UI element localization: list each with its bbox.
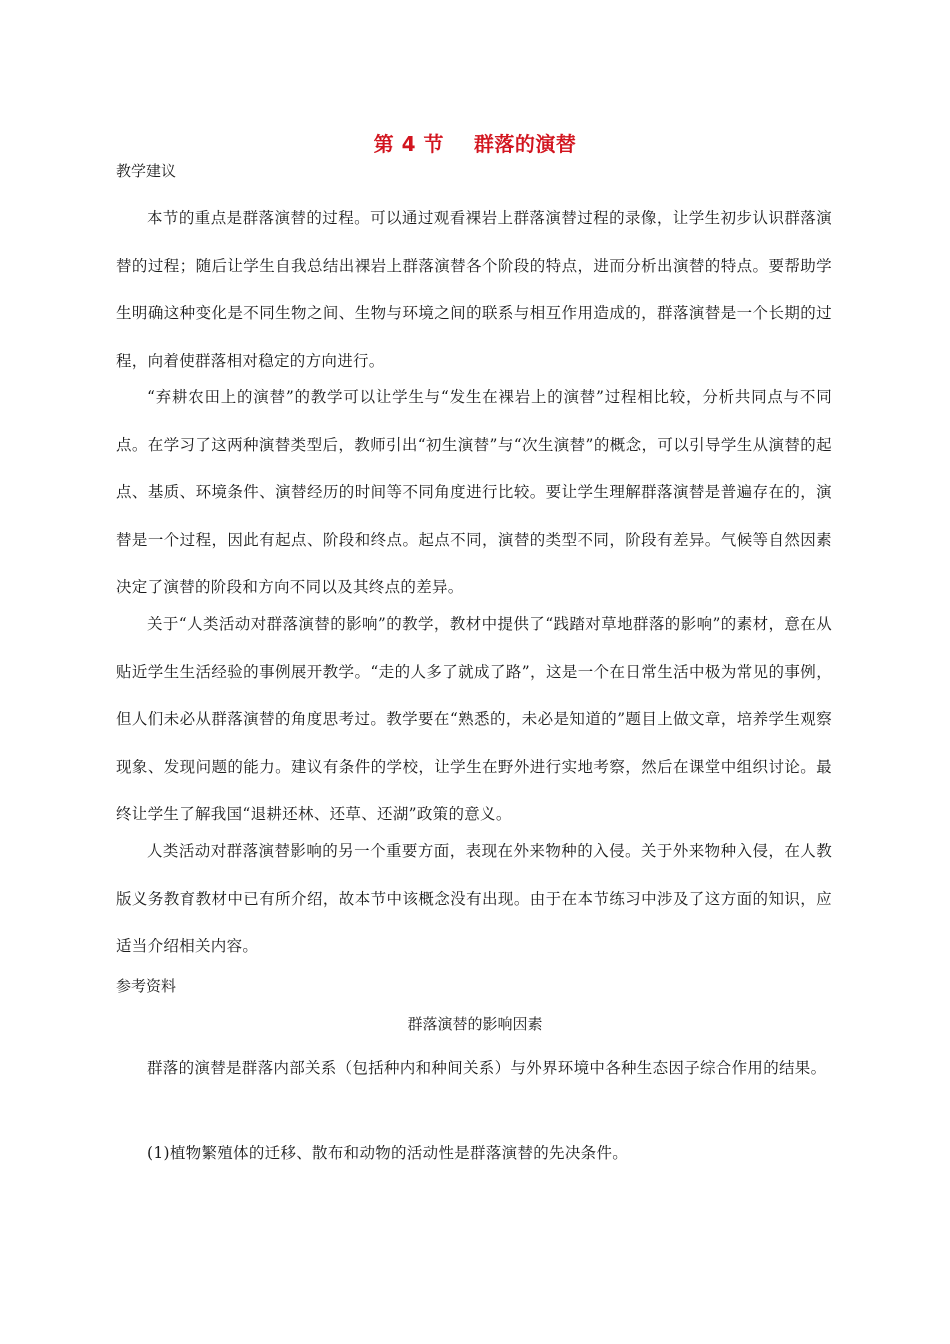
page-title: 第 4 节 群落的演替 xyxy=(373,132,577,156)
paragraph-2: “弃耕农田上的演替”的教学可以让学生与“发生在裸岩上的演替”过程相比较，分析共同点与不同点。在学习了这两种演替类型后，教师引出“初生演替”与“次生演替”的概念，可以引导学生从演替的起点、基质、环境条件、演替经历的时间等不同角度进行比较。要让学生理解群落演替是普遍存在的，演替是一个过程，因此有起点、阶段和终点。起点不同，演替的类型不同，阶段有差异。气候等自然因素决定了演替的阶段和方向不同以及其终点的差异。 xyxy=(116,388,832,597)
reference-paragraph-1: 群落的演替是群落内部关系（包括种内和种间关系）与外界环境中各种生态因子综合作用的结果。 xyxy=(147,1059,827,1077)
paragraph-4: 人类活动对群落演替影响的另一个重要方面，表现在外来物种的入侵。关于外来物种入侵，在人教版义务教育教材中已有所介绍，故本节中该概念没有出现。由于在本节练习中涉及了这方面的知识，应适当介绍相关内容。 xyxy=(116,842,832,956)
reference-paragraph-2: (1)植物繁殖体的迁移、散布和动物的活动性是群落演替的先决条件。 xyxy=(147,1144,629,1162)
paragraph-1: 本节的重点是群落演替的过程。可以通过观看裸岩上群落演替过程的录像，让学生初步认识群落演替的过程；随后让学生自我总结出裸岩上群落演替各个阶段的特点，进而分析出演替的特点。要帮助学生明确这种变化是不同生物之间、生物与环境之间的联系与相互作用造成的，群落演替是一个长期的过程，向着使群落相对稳定的方向进行。 xyxy=(116,209,832,370)
section-heading-teaching: 教学建议 xyxy=(116,162,177,180)
section-heading-reference: 参考资料 xyxy=(116,977,177,995)
paragraph-3: 关于“人类活动对群落演替的影响”的教学，教材中提供了“践踏对草地群落的影响”的素材，意在从贴近学生生活经验的事例展开教学。“走的人多了就成了路”，这是一个在日常生活中极为常见的事例，但人们未必从群落演替的角度思考过。教学要在“熟悉的，未必是知道的”题目上做文章，培养学生观察现象、发现问题的能力。建议有条件的学校，让学生在野外进行实地考察，然后在课堂中组织讨论。最终让学生了解我国“退耕还林、还草、还湖”政策的意义。 xyxy=(116,615,832,824)
reference-title: 群落演替的影响因素 xyxy=(407,1015,543,1033)
